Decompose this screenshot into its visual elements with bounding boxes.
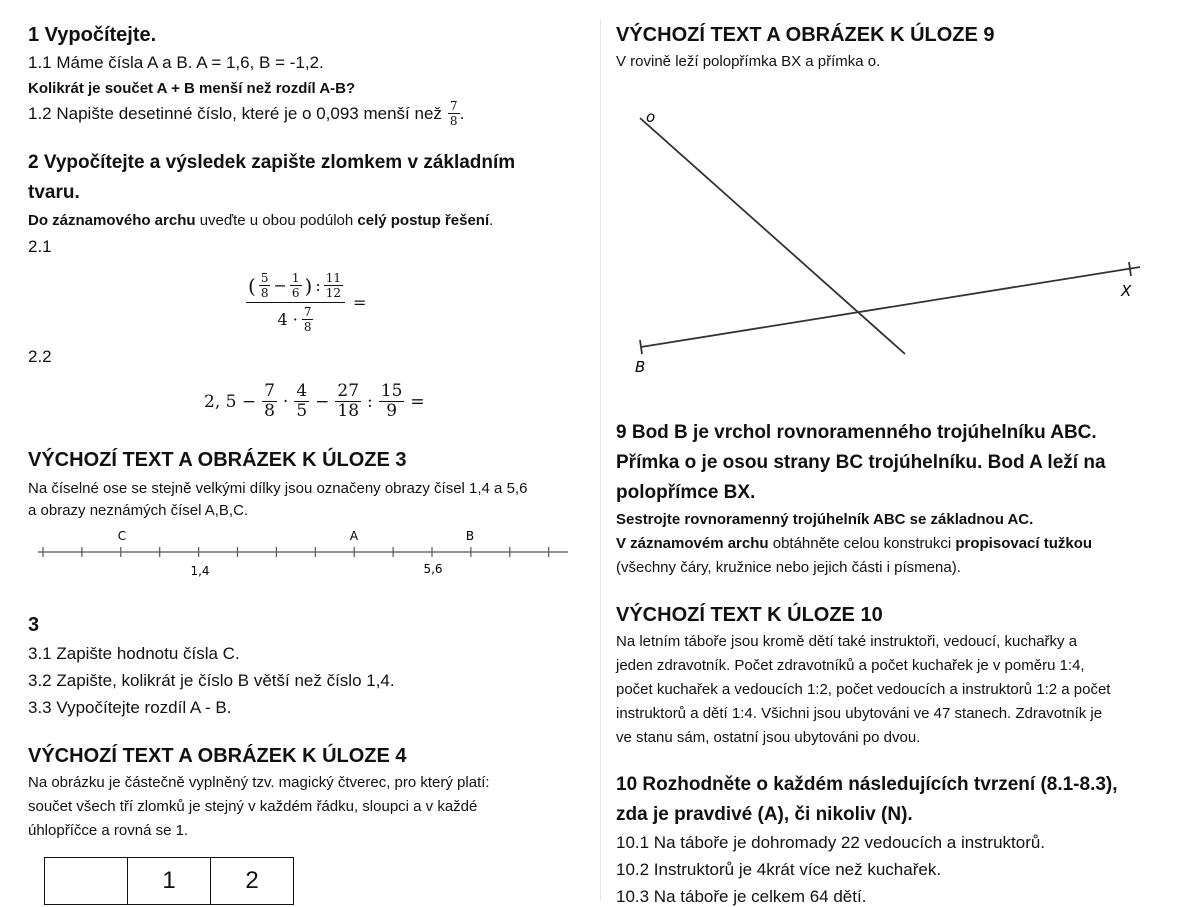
expr1-den-prefix: 4 · (277, 309, 298, 329)
expr2-dot: · (282, 391, 289, 412)
expr1-denominator (275, 303, 315, 333)
q10-intro-title: VÝCHOZÍ TEXT K ÚLOZE 10 (616, 604, 883, 626)
expr1-den-fraction (302, 306, 314, 333)
label-b: B (635, 358, 646, 376)
ray-bx (641, 267, 1140, 347)
frac-num: 5 (260, 271, 269, 285)
q9-instr2-bold1: V záznamovém archu (616, 535, 769, 552)
expr2-fd (379, 383, 405, 420)
frac-num: 1 (291, 271, 300, 285)
expr1-colon: : (315, 275, 321, 295)
q3-item3: 3.3 Vypočítejte rozdíl A - B. (28, 698, 232, 717)
frac-den: 6 (291, 286, 300, 300)
q9-title-line3: polopřímce BX. (616, 482, 756, 503)
q2-title-line1: 2 Vypočítejte a výsledek zapište zlomkem v základním (28, 152, 516, 173)
axis-label-c: C (117, 529, 127, 543)
expr2-fa (262, 383, 277, 420)
q9-instruction2-line2: (všechny čáry, kružnice nebo jejich části i písmena). (616, 559, 961, 576)
frac-num: 11 (325, 271, 341, 285)
expr1-paren-open: ( (248, 273, 256, 298)
column-divider (600, 20, 601, 900)
expr1-minus: − (273, 275, 287, 295)
q2-sub2-label: 2.2 (28, 347, 52, 366)
q3-intro-line1: Na číselné ose se stejně velkými dílky jsou označeny obrazy čísel 1,4 a 5,6 (28, 480, 528, 497)
expr1-paren-close: ) (304, 273, 313, 298)
magic-square-grid (44, 857, 294, 905)
expr1-numerator (246, 272, 345, 303)
line-o (640, 118, 905, 354)
q2-sub1-label: 2.1 (28, 237, 52, 256)
label-o: o (646, 108, 656, 126)
magic-square-row (45, 858, 294, 905)
label-x: X (1121, 282, 1132, 300)
q9-instruction2 (616, 532, 1092, 556)
q3-title: 3 (28, 614, 40, 636)
frac-num: 27 (337, 381, 360, 401)
expr2-colon: : (367, 391, 373, 412)
q9-title-line1: 9 Bod B je vrchol rovnoramenného trojúhelníku ABC. (616, 422, 1097, 443)
frac-num: 15 (380, 381, 403, 401)
q9-title-line2: Přímka o je osou strany BC trojúhelníku. Bod A leží na (616, 452, 1106, 473)
geometry-figure (616, 96, 1176, 386)
q3-item2: 3.2 Zapište, kolikrát je číslo B větší než číslo 1,4. (28, 671, 395, 690)
q3-item1: 3.1 Zapište hodnotu čísla C. (28, 644, 240, 663)
q9-intro-title: VÝCHOZÍ TEXT A OBRÁZEK K ÚLOZE 9 (616, 24, 995, 46)
q2-title-line2: tvaru. (28, 182, 80, 203)
q9-instr2-bold2: propisovací tužkou (955, 535, 1093, 552)
frac-num: 7 (449, 99, 458, 113)
q10-item3: 10.3 Na táboře je celkem 64 dětí. (616, 887, 867, 906)
q10-intro-line2: jeden zdravotník. Počet zdravotníků a počet kuchařek je v poměru 1:4, (616, 657, 1085, 674)
q9-instr2-mid: obtáhněte celou konstrukci (768, 535, 956, 552)
magic-cell: 2 (211, 858, 294, 905)
q1-item1-question: Kolikrát je součet A + B menší než rozdíl A-B? (28, 80, 356, 97)
q1-item1: 1.1 Máme čísla A a B. A = 1,6, B = -1,2. (28, 53, 324, 72)
number-line (28, 524, 588, 582)
q10-item2: 10.2 Instruktorů je 4krát více než kuchařek. (616, 860, 942, 879)
frac-num: 7 (303, 305, 312, 319)
frac-den: 18 (337, 401, 360, 421)
frac-den: 8 (264, 401, 275, 421)
q4-intro-title: VÝCHOZÍ TEXT A OBRÁZEK K ÚLOZE 4 (28, 745, 407, 767)
q2-expression-1 (246, 272, 366, 333)
q1-item2-text: 1.2 Napište desetinné číslo, které je o 0,093 menší než (28, 103, 442, 123)
q1-title: 1 Vypočítejte. (28, 24, 157, 46)
q4-intro-line1: Na obrázku je částečně vyplněný tzv. magický čtverec, pro který platí: (28, 774, 490, 791)
q2-instr-mid: uveďte u obou podúloh (195, 212, 358, 229)
q9-intro-line1: V rovině leží polopřímka BX a přímka o. (616, 53, 881, 70)
expr2-minus: − (315, 391, 330, 412)
q2-expression-2 (204, 383, 425, 420)
q10-item1: 10.1 Na táboře je dohromady 22 vedoucích a instruktorů. (616, 833, 1046, 852)
axis-label-5-6: 5,6 (423, 562, 443, 576)
expr1-equals: = (352, 293, 367, 312)
axis-label-1-4: 1,4 (190, 564, 210, 578)
q2-instr-end: . (489, 212, 494, 229)
frac-den: 8 (260, 286, 269, 300)
frac-den: 5 (296, 401, 308, 421)
q2-instructions (28, 209, 493, 233)
expr1-main-fraction (246, 272, 345, 333)
axis-label-b: B (465, 529, 475, 543)
expr2-equals: = (410, 391, 425, 412)
expr1-f3 (324, 272, 343, 299)
magic-cell: 1 (128, 858, 211, 905)
expr2-start: 2, 5 − (204, 391, 257, 412)
q4-intro-line2: součet všech tří zlomků je stejný v každém řádku, sloupci a v každé (28, 798, 478, 815)
q10-intro-line3: počet kuchařek a vedoucích 1:2, počet vedoucích a instruktorů 1:2 a počet (616, 681, 1111, 698)
frac-den: 9 (386, 401, 398, 421)
q3-intro-line2: a obrazy neznámých čísel A,B,C. (28, 502, 249, 519)
q10-title-line2: zda je pravdivé (A), či nikoliv (N). (616, 804, 913, 825)
q10-intro-line4: instruktorů a dětí 1:4. Všichni jsou ubytováni ve 47 stanech. Zdravotník je (616, 705, 1103, 722)
q10-intro-line1: Na letním táboře jsou kromě dětí také instruktoři, vedoucí, kuchařky a (616, 633, 1078, 650)
expr2-fc (335, 383, 361, 420)
tick-x (1129, 262, 1131, 276)
expr2-fb (294, 383, 309, 420)
q10-intro-line5: ve stanu sám, ostatní jsou ubytováni po dvou. (616, 729, 921, 746)
q1-item2-fraction (448, 100, 460, 127)
q2-instr-bold1: Do záznamového archu (28, 212, 196, 229)
q2-instr-bold2: celý postup řešení (357, 212, 490, 229)
magic-square (44, 857, 294, 905)
tick-b (640, 340, 642, 354)
frac-den: 8 (303, 320, 312, 334)
magic-cell (45, 858, 128, 905)
q9-instruction: Sestrojte rovnoramenný trojúhelník ABC se základnou AC. (616, 511, 1034, 528)
q10-title-line1: 10 Rozhodněte o každém následujících tvrzení (8.1-8.3), (616, 774, 1118, 795)
frac-num: 7 (264, 381, 275, 401)
axis-label-a: A (349, 529, 359, 543)
frac-den: 8 (449, 114, 458, 128)
frac-den: 12 (325, 286, 341, 300)
q4-intro-line3: úhlopříčce a rovná se 1. (28, 822, 189, 839)
expr1-f1 (259, 272, 271, 299)
frac-num: 4 (296, 381, 308, 401)
q1-item2 (28, 100, 464, 127)
q3-intro-title: VÝCHOZÍ TEXT A OBRÁZEK K ÚLOZE 3 (28, 449, 407, 471)
q1-item2-end: . (459, 103, 465, 123)
expr1-f2 (290, 272, 302, 299)
